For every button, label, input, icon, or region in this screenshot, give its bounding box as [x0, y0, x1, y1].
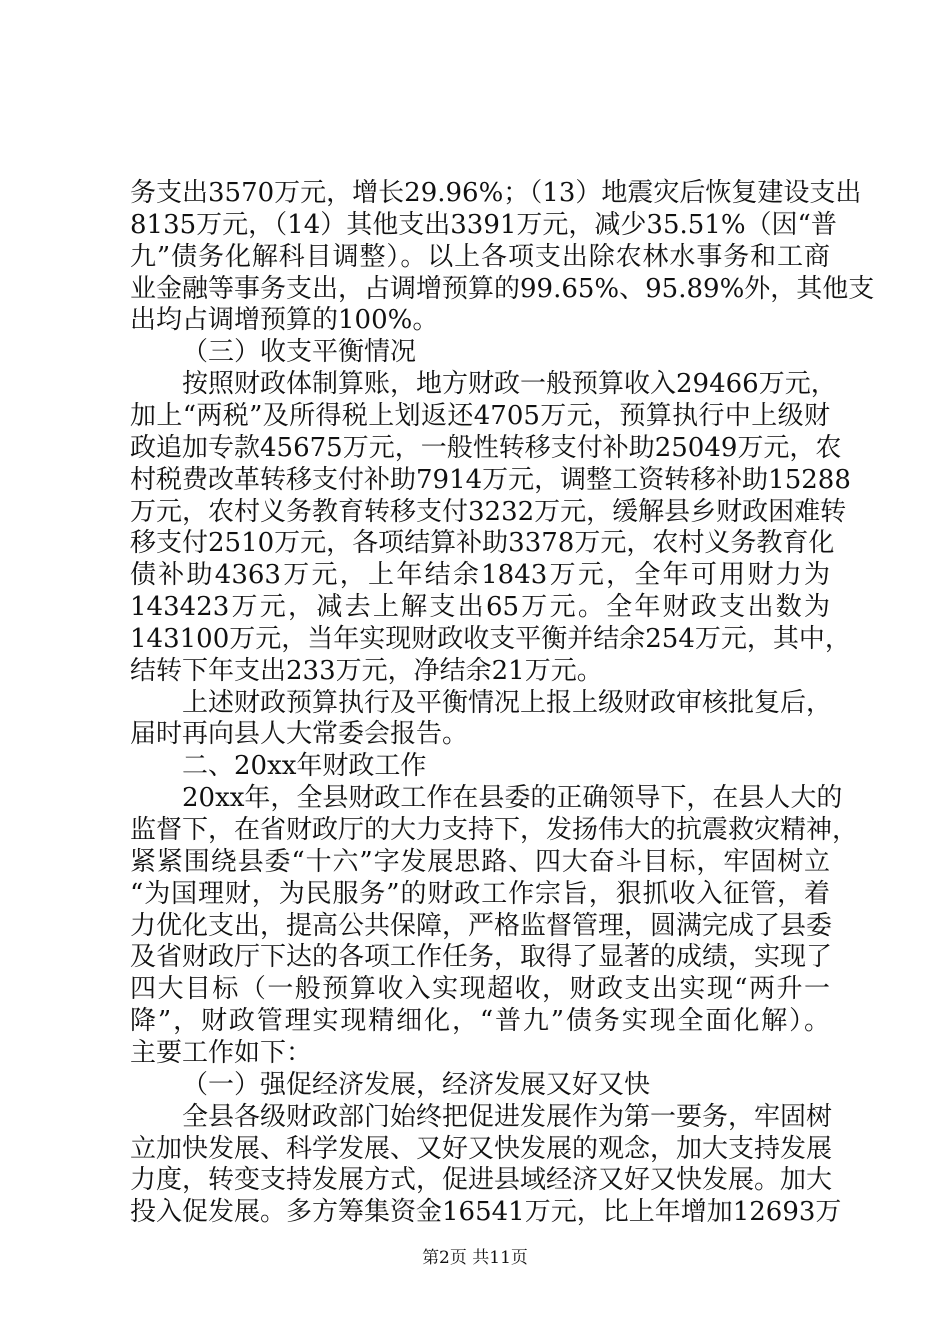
text-line: 力优化支出，提高公共保障，严格监督管理，圆满完成了县委: [130, 910, 833, 941]
text-line: 监督下，在省财政厅的大力支持下，发扬伟大的抗震救灾精神，: [130, 815, 859, 845]
text-line: 结转下年支出233万元，净结余21万元。: [130, 655, 603, 686]
text-line: 政追加专款45675万元，一般性转移支付补助25049万元，农: [130, 432, 842, 463]
text-line: 四大目标（一般预算收入实现超收，财政支出实现“两升一: [130, 974, 830, 1005]
text-line: 主要工作如下：: [130, 1037, 313, 1068]
text-line: 8135万元，（14）其他支出3391万元，减少35.51%（因“普: [130, 209, 837, 240]
text-line: 20xx年，全县财政工作在县委的正确领导下，在县人大的: [182, 783, 843, 814]
text-line: 立加快发展、科学发展、又好又快发展的观念，加大支持发展: [130, 1133, 833, 1164]
text-line: 紧紧围绕县委“十六”字发展思路、四大奋斗目标，牢固树立: [130, 846, 830, 877]
text-line: “为国理财，为民服务”的财政工作宗旨，狠抓收入征管，着: [130, 878, 830, 909]
text-line: 出均占调增预算的100%。: [130, 305, 439, 336]
text-line: 力度，转变支持发展方式，促进县域经济又好又快发展。加大: [130, 1165, 833, 1196]
text-line: 村税费改革转移支付补助7914万元，调整工资转移补助15288: [130, 464, 851, 495]
text-line: （三）收支平衡情况: [182, 337, 417, 368]
text-line: 143100万元，当年实现财政收支平衡并结余254万元，其中，: [130, 623, 851, 654]
text-line: 届时再向县人大常委会报告。: [130, 719, 469, 750]
text-line: 九”债务化解科目调整）。以上各项支出除农林水事务和工商: [130, 241, 830, 272]
text-line: （一）强促经济发展，经济发展又好又快: [182, 1069, 651, 1100]
text-line: 二、20xx年财政工作: [182, 751, 427, 782]
text-line: 移支付2510万元，各项结算补助3378万元，农村义务教育化: [130, 528, 835, 559]
text-line: 降”，财政管理实现精细化，“普九”债务实现全面化解）。: [130, 1006, 830, 1037]
text-line: 务支出3570万元，增长29.96%；（13）地震灾后恢复建设支出: [130, 178, 862, 208]
page-footer: 第2页 共11页: [422, 1248, 528, 1268]
text-line: 加上“两税”及所得税上划返还4705万元，预算执行中上级财: [130, 400, 830, 431]
text-line: 及省财政厅下达的各项工作任务，取得了显著的成绩，实现了: [130, 942, 833, 973]
text-line: 全县各级财政部门始终把促进发展作为第一要务，牢固树: [182, 1101, 833, 1132]
text-line: 按照财政体制算账，地方财政一般预算收入29466万元，: [182, 369, 837, 400]
text-line: 投入促发展。多方筹集资金16541万元，比上年增加12693万: [130, 1197, 842, 1228]
text-line: 业金融等事务支出，占调增预算的99.65%、95.89%外，其他支: [130, 273, 875, 304]
text-line: 上述财政预算执行及平衡情况上报上级财政审核批复后，: [182, 687, 833, 718]
text-line: 143423万元，减去上解支出65万元。全年财政支出数为: [130, 592, 830, 623]
text-line: 债补助4363万元，上年结余1843万元，全年可用财力为: [130, 560, 830, 591]
text-line: 万元，农村义务教育转移支付3232万元，缓解县乡财政困难转: [130, 496, 847, 527]
